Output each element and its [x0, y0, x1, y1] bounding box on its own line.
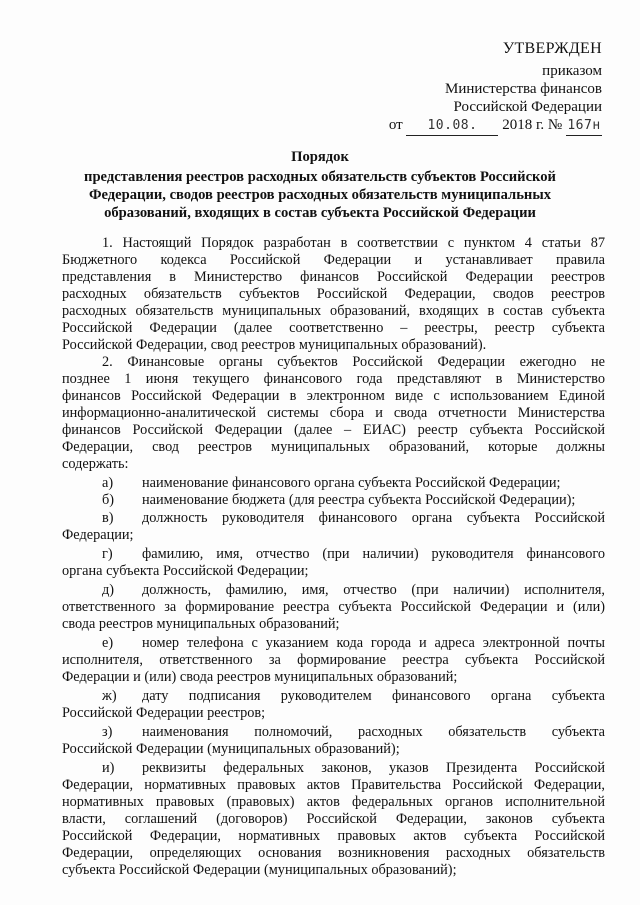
list-item-letter: в) — [102, 510, 114, 526]
year-label: 2018 г. № — [502, 117, 563, 133]
list-item-continuation: Российской Федерации реестров; — [62, 705, 266, 721]
list-item-letter: г) — [102, 546, 113, 562]
list-item-letter: е) — [102, 635, 114, 651]
order-number-field: 167н — [566, 117, 602, 136]
list-item-letter: и) — [102, 760, 115, 776]
list-item-e — [102, 635, 605, 652]
paragraph-2-line: информационно-аналитической системы сбора и свода отчетности Министерства — [62, 405, 605, 421]
paragraph-1-line: расходных обязательств субъектов Российской Федерации, сводов реестров — [62, 286, 605, 302]
list-item-text: наименование финансового органа субъекта Российской Федерации; — [142, 475, 561, 491]
list-item-g — [102, 546, 605, 563]
list-item-continuation: Федерации, нормативных правовых актов Правительства Российской Федерации, — [62, 777, 605, 793]
list-item-z — [102, 724, 605, 741]
paragraph-1-line: Российской Федерации (далее соответственно – реестры, реестр субъекта — [62, 320, 605, 336]
list-item-letter: б) — [102, 492, 115, 508]
list-item-text: фамилию, имя, отчество (при наличии) руководителя финансового — [142, 546, 605, 562]
list-item-b — [102, 492, 575, 509]
list-item-letter: ж) — [102, 688, 117, 704]
list-item-zh — [102, 688, 605, 705]
list-item-text: номер телефона с указанием кода города и адреса электронной почты — [142, 635, 605, 651]
list-item-continuation: Российской Федерации (муниципальных образований); — [62, 741, 400, 757]
list-item-text: реквизиты федеральных законов, указов Президента Российской — [142, 760, 605, 776]
list-item-continuation: свода реестров муниципальных образований; — [62, 616, 340, 632]
paragraph-1-line: представления в Министерство финансов Российской Федерации реестров — [62, 269, 605, 285]
list-item-continuation: органа субъекта Российской Федерации; — [62, 563, 309, 579]
list-item-d — [102, 582, 605, 599]
order-date-line — [389, 116, 602, 136]
document-subtitle-line: Федерации, сводов реестров расходных обязательств муниципальных — [88, 187, 552, 203]
paragraph-1-line: расходных обязательств муниципальных образований, входящих в состав субъекта — [62, 303, 605, 319]
list-item-letter: з) — [102, 724, 113, 740]
federation-label: Российской Федерации — [453, 99, 602, 115]
paragraph-1-line: Российской Федерации, свод реестров муниципальных образований). — [62, 337, 487, 353]
list-item-text: наименование бюджета (для реестра субъекта Российской Федерации); — [142, 492, 576, 508]
document-subtitle-line: образований, входящих в состав субъекта Российской Федерации — [104, 205, 536, 221]
order-label: приказом — [542, 63, 602, 79]
list-item-continuation: Федерации; — [62, 527, 134, 543]
list-item-letter: д) — [102, 582, 115, 598]
list-item-text: должность, фамилию, имя, отчество (при наличии) исполнителя, — [142, 582, 605, 598]
list-item-text: дату подписания руководителем финансового органа субъекта — [142, 688, 605, 704]
paragraph-1-line: 1. Настоящий Порядок разработан в соответствии с пунктом 4 статьи 87 — [102, 235, 605, 251]
document-heading: Порядок — [291, 149, 349, 165]
list-item-text: наименования полномочий, расходных обязательств субъекта — [142, 724, 605, 740]
paragraph-2-line: содержать: — [62, 456, 129, 472]
list-item-letter: а) — [102, 475, 114, 491]
list-item-continuation: власти, соглашений (договоров) Российской Федерации, законов субъекта — [62, 811, 605, 827]
document-subtitle-line: представления реестров расходных обязательств субъектов Российской — [84, 169, 556, 185]
list-item-continuation: субъекта Российской Федерации (муниципальных образований); — [62, 862, 457, 878]
list-item-i — [102, 760, 605, 777]
list-item-text: должность руководителя финансового органа субъекта Российской — [142, 510, 605, 526]
paragraph-2-line: финансов Российской Федерации (далее – ЕИАС) реестр субъекта Российской — [62, 422, 605, 438]
list-item-continuation: исполнителя, ответственного за формирование реестра субъекта Российской — [62, 652, 605, 668]
paragraph-2-line: позднее 1 июня текущего финансового года представляют в Министерство — [62, 371, 605, 387]
ministry-label: Министерства финансов — [445, 81, 602, 97]
list-item-continuation: Федерации, определяющих основания возникновения расходных обязательств — [62, 845, 605, 861]
paragraph-1-line: Бюджетного кодекса Российской Федерации и устанавливает правила — [62, 252, 605, 268]
list-item-continuation: ответственного за формирование реестра субъекта Российской Федерации и (или) — [62, 599, 605, 615]
paragraph-2-line: финансов Российской Федерации в электронном виде с использованием Единой — [62, 388, 605, 404]
order-date-field: 10.08. — [406, 117, 498, 136]
paragraph-2-line: Федерации, свод реестров муниципальных образований, которые должны — [62, 439, 605, 455]
list-item-continuation: Российской Федерации, нормативных правовых актов субъекта Российской — [62, 828, 605, 844]
from-label: от — [388, 117, 403, 133]
list-item-v — [102, 510, 605, 527]
approved-label: УТВЕРЖДЕН — [502, 40, 602, 57]
paragraph-2-line: 2. Финансовые органы субъектов Российской Федерации ежегодно не — [102, 354, 605, 370]
list-item-a — [102, 475, 561, 492]
list-item-continuation: нормативных правовых (правовых) актов федеральных органов исполнительной — [62, 794, 605, 810]
list-item-continuation: Федерации и (или) свода реестров муниципальных образований; — [62, 669, 458, 685]
